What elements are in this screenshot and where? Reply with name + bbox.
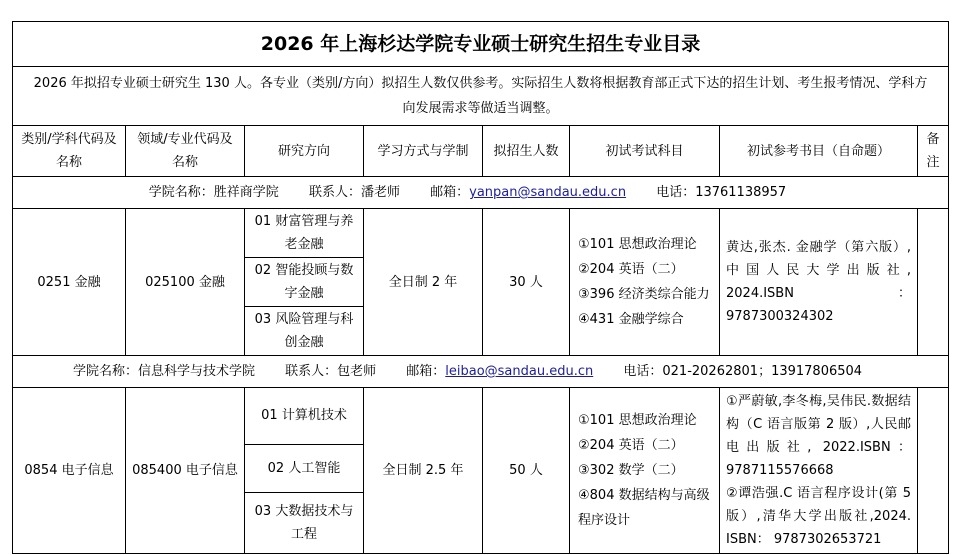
books-cell xyxy=(720,388,918,554)
exams-cell xyxy=(570,388,720,554)
college-info-row xyxy=(13,356,949,388)
direction-cell: 01 财富管理与养老金融 xyxy=(245,209,364,258)
contact-person: 联系人：潘老师 xyxy=(308,185,400,200)
exam-item: ③396 经济类综合能力 xyxy=(578,287,710,302)
header-direction: 研究方向 xyxy=(245,126,364,177)
exam-item: ④431 金融学综合 xyxy=(578,312,684,327)
college-info-row xyxy=(13,177,949,209)
email-label: 邮箱： xyxy=(406,364,446,379)
field-cell: 085400 电子信息 xyxy=(126,388,245,554)
page-title: 2026 年上海杉达学院专业硕士研究生招生专业目录 xyxy=(13,22,949,67)
header-remark: 备注 xyxy=(918,126,949,177)
header-quota: 拟招生人数 xyxy=(483,126,570,177)
email-link[interactable]: yanpan@sandau.edu.cn xyxy=(469,185,627,200)
remark-cell xyxy=(918,209,949,356)
header-books: 初试参考书目（自命题） xyxy=(720,126,918,177)
exam-item: ②204 英语（二） xyxy=(578,262,684,277)
mode-cell: 全日制 2.5 年 xyxy=(364,388,483,554)
college-name: 学院名称：胜祥商学院 xyxy=(148,185,279,200)
direction-cell: 02 人工智能 xyxy=(245,444,364,493)
mode-cell: 全日制 2 年 xyxy=(364,209,483,356)
exam-item: ④804 数据结构与高级程序设计 xyxy=(578,488,710,528)
contact-person: 联系人：包老师 xyxy=(285,364,377,379)
intro-text: 2026 年拟招专业硕士研究生 130 人。各专业（类别/方向）拟招生人数仅供参考。实际招生人数将根据教育部正式下达的招生计划、考生报考情况、学科方向发展需求等做适当调整。 xyxy=(13,67,949,126)
field-cell: 025100 金融 xyxy=(126,209,245,356)
email-label: 邮箱： xyxy=(430,185,470,200)
category-cell: 0251 金融 xyxy=(13,209,126,356)
remark-cell xyxy=(918,388,949,554)
catalog-table xyxy=(12,21,949,554)
exam-item: ①101 思想政治理论 xyxy=(578,413,697,428)
email-link[interactable]: leibao@sandau.edu.cn xyxy=(445,364,594,379)
header-field: 领域/专业代码及名称 xyxy=(126,126,245,177)
direction-cell: 02 智能投顾与数字金融 xyxy=(245,258,364,307)
book-item: ②谭浩强.C 语言程序设计(第 5 版）,清华大学出版社,2024. ISBN： 9787302653721 xyxy=(726,486,911,547)
header-category: 类别/学科代码及名称 xyxy=(13,126,126,177)
direction-cell: 01 计算机技术 xyxy=(245,388,364,445)
books-cell xyxy=(720,209,918,356)
header-mode: 学习方式与学制 xyxy=(364,126,483,177)
header-exams: 初试考试科目 xyxy=(570,126,720,177)
exam-item: ②204 英语（二） xyxy=(578,438,684,453)
phone: 电话：13761138957 xyxy=(656,185,787,200)
header-row xyxy=(13,126,949,177)
phone: 电话：021-20262801；13917806504 xyxy=(623,364,863,379)
exams-cell xyxy=(570,209,720,356)
direction-cell: 03 大数据技术与工程 xyxy=(245,493,364,554)
quota-cell: 30 人 xyxy=(483,209,570,356)
book-item: 黄达,张杰. 金融学（第六版）, 中国人民大学出版社, 2024.ISBN：9787300324302 xyxy=(726,240,911,324)
direction-cell: 03 风险管理与科创金融 xyxy=(245,307,364,356)
exam-item: ③302 数学（二） xyxy=(578,463,684,478)
book-item: ①严蔚敏,李冬梅,吴伟民.数据结构（C 语言版第 2 版）,人民邮电出版社, 2022.ISBN：9787115576668 xyxy=(726,394,911,478)
category-cell: 0854 电子信息 xyxy=(13,388,126,554)
quota-cell: 50 人 xyxy=(483,388,570,554)
exam-item: ①101 思想政治理论 xyxy=(578,237,697,252)
college-name: 学院名称：信息科学与技术学院 xyxy=(72,364,255,379)
